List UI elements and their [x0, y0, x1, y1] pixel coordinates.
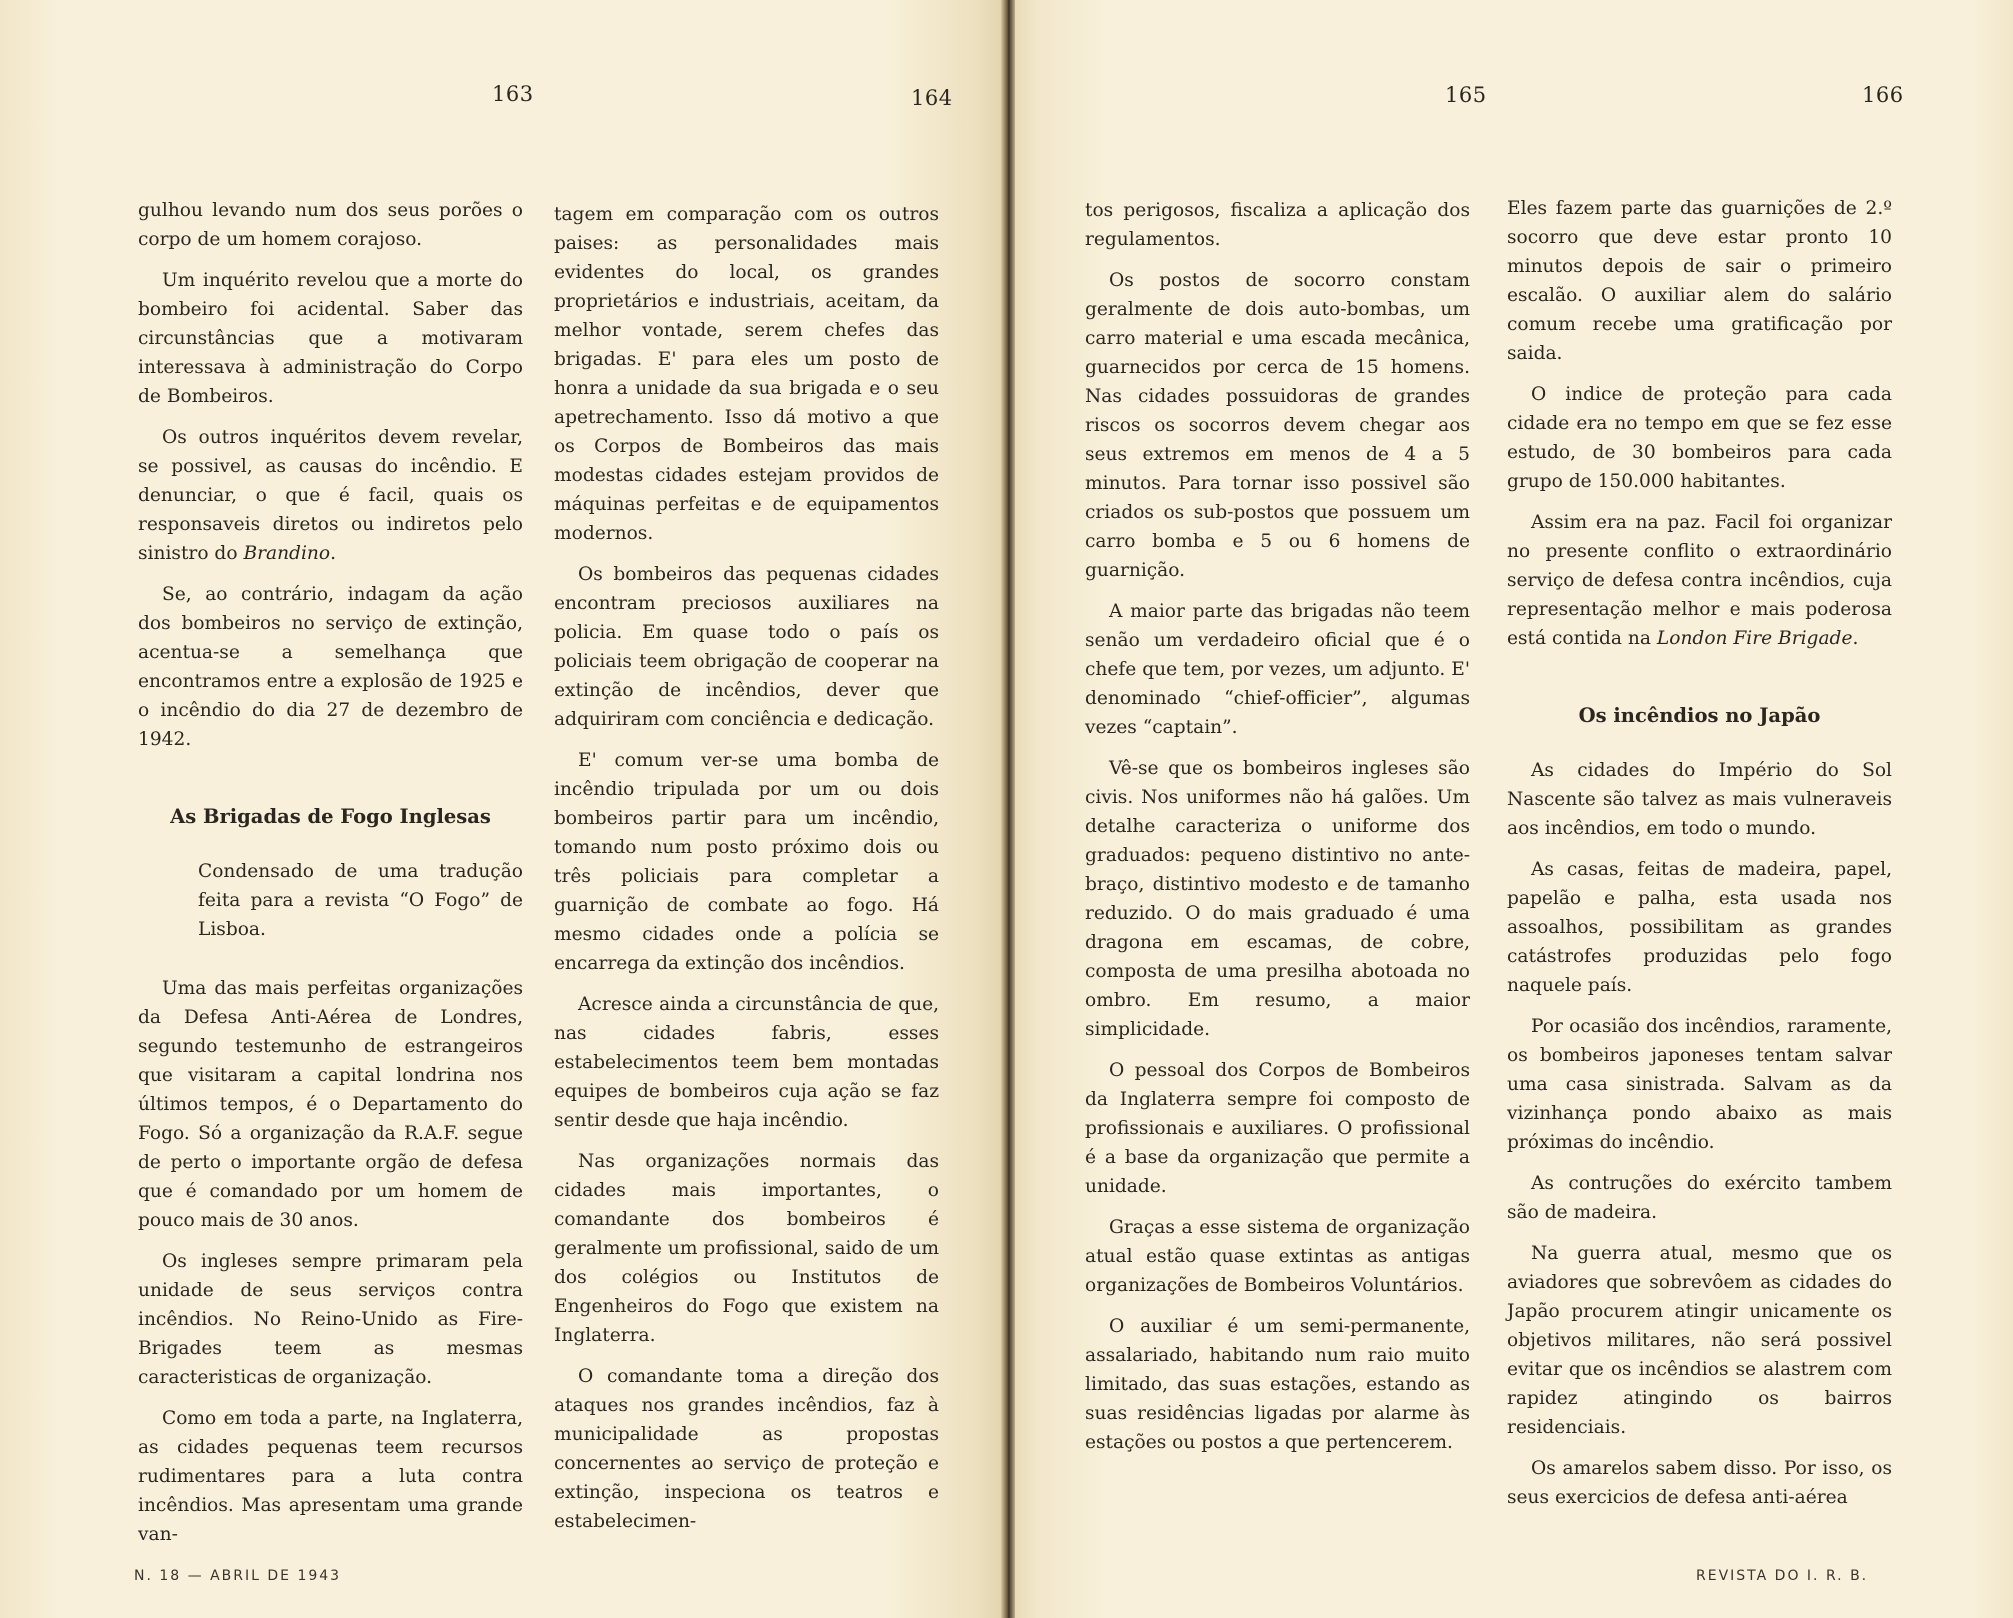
paragraph: Assim era na paz. Facil foi organizar no presente conflito o extraordinário serviço de defesa contra incêndios, cuja representação melhor e mais poderosa está contida na London Fire Brigade. [1507, 512, 1892, 649]
paragraph: Vê-se que os bombeiros ingleses são civis. Nos uniformes não há galões. Um detalhe caracteriza o uniforme dos graduados: pequeno distintivo no ante-braço, distintivo modesto e de tamanho reduzido. O do mais graduado é uma dragona em escamas, de cobre, composta de uma presilha abotoada no ombro. Em resumo, a maior simplicidade. [1085, 758, 1470, 1040]
paragraph: Na guerra atual, mesmo que os aviadores que sobrevôem as cidades do Japão procurem atingir unicamente os objetivos militares, não será possivel evitar que os incêndios se alastrem com rapidez atingindo os bairros residenciais. [1507, 1243, 1892, 1438]
paragraph: Acresce ainda a circunstância de que, nas cidades fabris, esses estabelecimentos teem bem montadas equipes de bombeiros cuja ação se faz sentir desde que haja incêndio. [554, 994, 939, 1131]
paragraph: Os bombeiros das pequenas cidades encontram preciosos auxiliares na policia. Em quase todo o país os policiais teem obrigação de cooperar na extinção de incêndios, dever que adquiriram com conciência e dedicação. [554, 564, 939, 730]
paragraph: Eles fazem parte das guarnições de 2.º socorro que deve estar pronto 10 minutos depois de sair o primeiro escalão. O auxiliar alem do salário comum recebe uma gratificação por saida. [1507, 198, 1892, 364]
footer-issue: N. 18 — ABRIL DE 1943 [134, 1568, 342, 1584]
paragraph: gulhou levando num dos seus porões o corpo de um homem corajoso. [138, 200, 523, 250]
paragraph: O comandante toma a direção dos ataques nos grandes incêndios, faz à municipalidade as propostas concernentes ao serviço de proteção e extinção, inspeciona os teatros e estabelecimen- [554, 1366, 939, 1532]
footer-journal: REVISTA DO I. R. B. [1696, 1568, 1869, 1584]
paragraph: As cidades do Império do Sol Nascente são talvez as mais vulneraveis aos incêndios, em todo o mundo. [1507, 760, 1892, 839]
paragraph: Os ingleses sempre primaram pela unidade de seus serviços contra incêndios. No Reino-Unido as Fire-Brigades teem as mesmas caracteristicas de organização. [138, 1251, 523, 1388]
paragraph: Os postos de socorro constam geralmente de dois auto-bombas, um carro material e uma escada mecânica, guarnecidos por cerca de 15 homens. Nas cidades possuidoras de grandes riscos os socorros devem chegar aos seus extremos em menos de 4 a 5 minutos. Para tornar isso possivel são criados os sub-postos que possuem um carro bomba e 5 ou 6 homens de guarnição. [1085, 270, 1470, 581]
paragraph: Os outros inquéritos devem revelar, se possivel, as causas do incêndio. E denunciar, o que é facil, quais os responsaveis diretos ou indiretos pelo sinistro do Brandino. [138, 427, 523, 564]
section-subtitle: Condensado de uma tradução feita para a revista “O Fogo” de Lisboa. [198, 861, 523, 940]
paragraph: As casas, feitas de madeira, papel, papelão e palha, esta usada nos assoalhos, possibilitam as grandes catástrofes produzidas pelo fogo naquele país. [1507, 859, 1892, 996]
paragraph: As contruções do exército tambem são de madeira. [1507, 1173, 1892, 1223]
paragraph: Se, ao contrário, indagam da ação dos bombeiros no serviço de extinção, acentua-se a semelhança que encontramos entre a explosão de 1925 e o incêndio do dia 27 de dezembro de 1942. [138, 584, 523, 750]
section-heading: Os incêndios no Japão [1578, 704, 1821, 727]
paragraph: Uma das mais perfeitas organizações da Defesa Anti-Aérea de Londres, segundo testemunho de estrangeiros que visitaram a capital londrina nos últimos tempos, é o Departamento do Fogo. Só a organização da R.A.F. segue de perto o importante orgão de defesa que é comandado por um homem de pouco mais de 30 anos. [138, 978, 523, 1231]
paragraph: Por ocasião dos incêndios, raramente, os bombeiros japoneses tentam salvar uma casa sinistrada. Salvam as da vizinhança pondo abaixo as mais próximas do incêndio. [1507, 1016, 1892, 1153]
paragraph: tagem em comparação com os outros paises: as personalidades mais evidentes do local, os grandes proprietários e industriais, aceitam, da melhor vontade, serem chefes das brigadas. E' para eles um posto de honra a unidade da sua brigada e o seu apetrechamento. Isso dá motivo a que os Corpos de Bombeiros das mais modestas cidades estejam providos de máquinas perfeitas e de equipamentos modernos. [554, 204, 939, 544]
paragraph: O pessoal dos Corpos de Bombeiros da Inglaterra sempre foi composto de profissionais e auxiliares. O profissional é a base da organização que permite a unidade. [1085, 1060, 1470, 1197]
paragraph: O auxiliar é um semi-permanente, assalariado, habitando num raio muito limitado, das suas estações, estando as suas residências ligadas por alarme às estações ou postos a que pertencerem. [1085, 1316, 1470, 1453]
paragraph: O indice de proteção para cada cidade era no tempo em que se fez esse estudo, de 30 bombeiros para cada grupo de 150.000 habitantes. [1507, 384, 1892, 492]
page-number-163: 163 [492, 82, 534, 106]
page-164-column [554, 200, 939, 1548]
paragraph: Nas organizações normais das cidades mais importantes, o comandante dos bombeiros é geralmente um profissional, saido de um dos colégios ou Institutos de Engenheiros do Fogo que existem na Inglaterra. [554, 1151, 939, 1346]
page-166-column [1507, 194, 1892, 1524]
paragraph: A maior parte das brigadas não teem senão um verdadeiro oficial que é o chefe que tem, por vezes, um adjunto. E' denominado “chief-officier”, algumas vezes “captain”. [1085, 601, 1470, 738]
page-165-column [1085, 196, 1470, 1469]
paragraph: Os amarelos sabem disso. Por isso, os seus exercicios de defesa anti-aérea [1507, 1458, 1892, 1508]
paragraph: Um inquérito revelou que a morte do bombeiro foi acidental. Saber das circunstâncias que a motivaram interessava à administração do Corpo de Bombeiros. [138, 270, 523, 407]
italic-organization-name: London Fire Brigade [1656, 628, 1853, 649]
paragraph: Como em toda a parte, na Inglaterra, as cidades pequenas teem recursos rudimentares para a luta contra incêndios. Mas apresentam uma grande van- [138, 1408, 523, 1545]
page-number-165: 165 [1445, 83, 1487, 107]
book-gutter [1001, 0, 1015, 1618]
paragraph: Graças a esse sistema de organização atual estão quase extintas as antigas organizações de Bombeiros Voluntários. [1085, 1217, 1470, 1296]
section-heading: As Brigadas de Fogo Inglesas [170, 805, 491, 828]
page-number-166: 166 [1862, 83, 1904, 107]
page-163-column [138, 196, 523, 1561]
paragraph: tos perigosos, fiscaliza a aplicação dos regulamentos. [1085, 200, 1470, 250]
paragraph: E' comum ver-se uma bomba de incêndio tripulada por um ou dois bombeiros partir para um incêndio, tomando num posto próximo dois ou três policiais para completar a guarnição de combate ao fogo. Há mesmo cidades onde a polícia se encarrega da extinção dos incêndios. [554, 750, 939, 974]
italic-ship-name: Brandino [243, 543, 331, 564]
page-number-164: 164 [911, 86, 953, 110]
